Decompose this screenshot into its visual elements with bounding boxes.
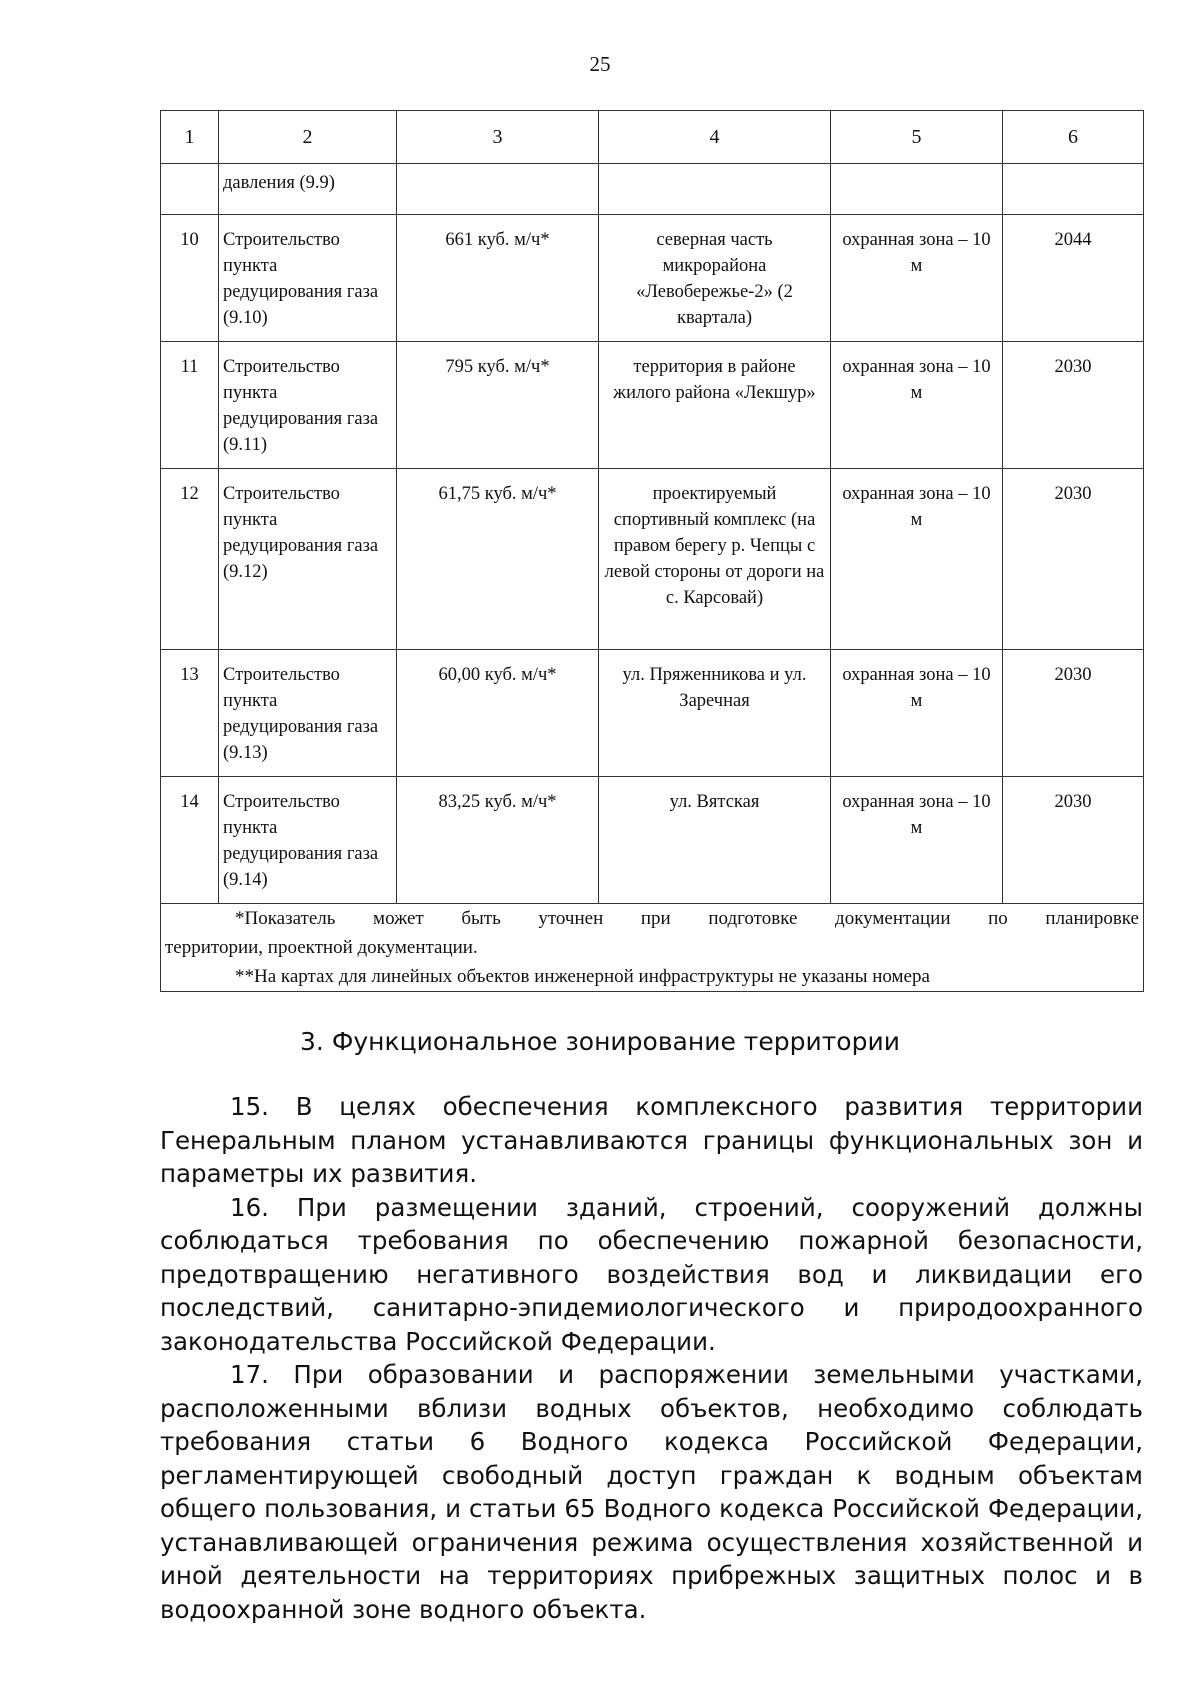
row-number: 12	[161, 469, 219, 650]
paragraph-17: 17. При образовании и распоряжении земельными участками, расположенными вблизи водных объектов, необходимо соблюдать требования статьи 6 Водного кодекса Российской Федерации, регламентирующей свободный доступ граждан к водным объектам общего пользования, и статьи 65 Водного кодекса Российской Федерации, устанавливающей ограничения режима осуществления хозяйственной и иной деятельности на территориях прибрежных защитных полос и в водоохранной зоне водного объекта.	[160, 1360, 1143, 1624]
row-number: 14	[161, 777, 219, 904]
column-header: 5	[831, 111, 1003, 164]
table-cell: давления (9.9)	[219, 164, 397, 215]
table-header-row	[161, 111, 1144, 164]
object-name: Строительство пункта редуцирования газа (9.10)	[219, 215, 397, 342]
protection-zone: охранная зона – 10 м	[831, 469, 1003, 650]
column-header: 2	[219, 111, 397, 164]
table-row	[161, 777, 1144, 904]
year: 2030	[1003, 342, 1144, 469]
table-row-continuation	[161, 164, 1144, 215]
object-name: Строительство пункта редуцирования газа (9.11)	[219, 342, 397, 469]
capacity: 61,75 куб. м/ч*	[397, 469, 599, 650]
capacity: 60,00 куб. м/ч*	[397, 650, 599, 777]
row-number: 11	[161, 342, 219, 469]
footnote-1: *Показатель может быть уточнен при подготовке документации по планировке	[235, 908, 1139, 929]
body-text	[160, 1090, 1143, 1626]
capacity: 83,25 куб. м/ч*	[397, 777, 599, 904]
row-number: 10	[161, 215, 219, 342]
table-notes	[161, 904, 1144, 992]
row-number: 13	[161, 650, 219, 777]
location: ул. Пряженникова и ул. Заречная	[599, 650, 831, 777]
protection-zone: охранная зона – 10 м	[831, 342, 1003, 469]
table-row	[161, 469, 1144, 650]
location: ул. Вятская	[599, 777, 831, 904]
page-number: 25	[589, 52, 611, 76]
paragraph-16: 16. При размещении зданий, строений, сооружений должны соблюдаться требования по обеспечению пожарной безопасности, предотвращению негативного воздействия вод и ликвидации его последствий, санитарно-эпидемиологического и природоохранного законодательства Российской Федерации.	[160, 1192, 1143, 1356]
year: 2044	[1003, 215, 1144, 342]
year: 2030	[1003, 469, 1144, 650]
capacity: 795 куб. м/ч*	[397, 342, 599, 469]
column-header: 3	[397, 111, 599, 164]
year: 2030	[1003, 777, 1144, 904]
location: северная часть микрорайона «Левобережье-2» (2 квартала)	[599, 215, 831, 342]
table-cell	[599, 164, 831, 215]
table-cell	[161, 164, 219, 215]
footnote-2: **На картах для линейных объектов инженерной инфраструктуры не указаны номера	[235, 966, 930, 987]
object-name: Строительство пункта редуцирования газа (9.14)	[219, 777, 397, 904]
capacity: 661 куб. м/ч*	[397, 215, 599, 342]
column-header: 1	[161, 111, 219, 164]
table-cell	[831, 164, 1003, 215]
location: территория в районе жилого района «Лекшур»	[599, 342, 831, 469]
table-row	[161, 342, 1144, 469]
protection-zone: охранная зона – 10 м	[831, 650, 1003, 777]
column-header: 6	[1003, 111, 1144, 164]
object-name: Строительство пункта редуцирования газа (9.13)	[219, 650, 397, 777]
location: проектируемый спортивный комплекс (на правом берегу р. Чепцы с левой стороны от дороги на с. Карсовай)	[599, 469, 831, 650]
paragraph-15: 15. В целях обеспечения комплексного развития территории Генеральным планом устанавливаются границы функциональных зон и параметры их развития.	[160, 1092, 1143, 1188]
table-cell	[397, 164, 599, 215]
infrastructure-table	[160, 110, 1144, 992]
protection-zone: охранная зона – 10 м	[831, 777, 1003, 904]
table-cell	[1003, 164, 1144, 215]
year: 2030	[1003, 650, 1144, 777]
protection-zone: охранная зона – 10 м	[831, 215, 1003, 342]
footnote-1-continued: территории, проектной документации.	[165, 937, 478, 958]
column-header: 4	[599, 111, 831, 164]
table-notes-row	[161, 904, 1144, 992]
table-row	[161, 215, 1144, 342]
section-title: 3. Функциональное зонирование территории	[300, 1027, 900, 1056]
table-row	[161, 650, 1144, 777]
object-name: Строительство пункта редуцирования газа (9.12)	[219, 469, 397, 650]
